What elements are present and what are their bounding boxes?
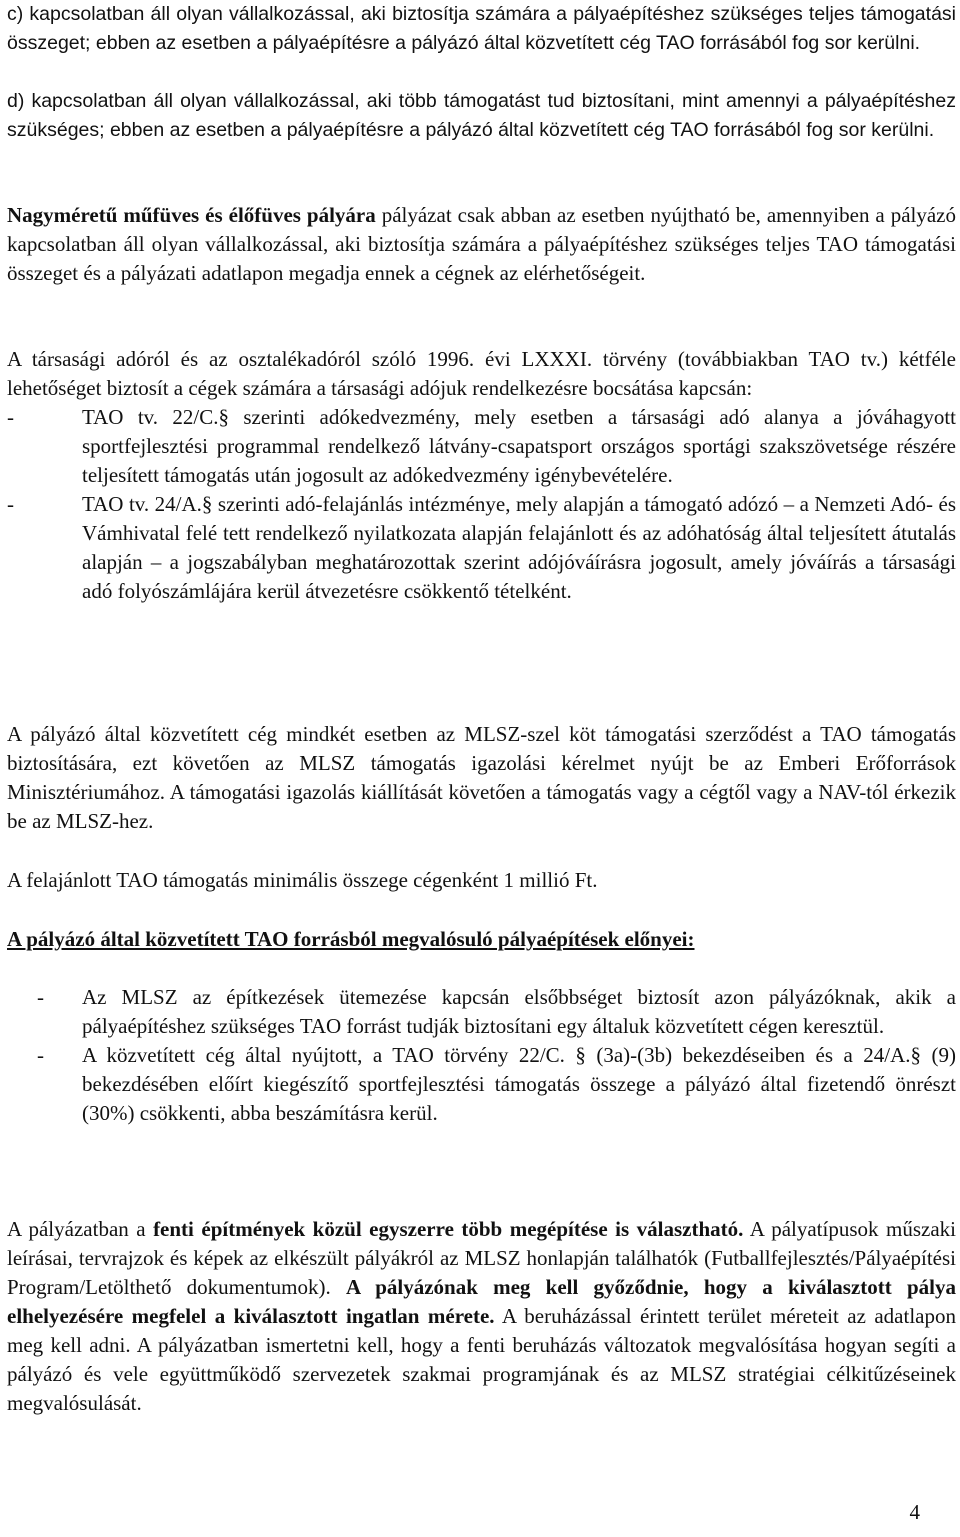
advantage-text: Az MLSZ az építkezések ütemezése kapcsán elsőbbséget biztosít azon pályázóknak, akik a pályaépítéshez szükséges TAO forrást tudják biztosítani egy általuk közvetített cégen keresztül.	[82, 985, 956, 1038]
choice-bold: A pályázónak meg kell győződnie, hogy a kiválasztott pálya elhelyezésére megfelel a kiválasztott ingatlan mérete.	[7, 1275, 956, 1328]
advantage-item	[7, 983, 956, 1041]
tao-law-item	[7, 490, 956, 606]
paragraph-contract	[7, 720, 956, 836]
advantages-list	[7, 983, 956, 1128]
advantages-heading: A pályázó által közvetített TAO forrásból megvalósuló pályaépítések előnyei:	[7, 927, 695, 951]
dash-bullet: -	[7, 405, 14, 429]
minimum-text: A felajánlott TAO támogatás minimális összege cégenként 1 millió Ft.	[7, 868, 598, 892]
clause-c-text: c) kapcsolatban áll olyan vállalkozással, aki biztosítja számára a pályaépítéshez szükséges teljes támogatási összeget; ebben az esetben a pályaépítésre a pályázó által közvetített cég TAO forrásából fog sor kerülni.	[7, 3, 956, 54]
choice-part: A pályázatban a	[7, 1217, 154, 1241]
tao-law-item-text: TAO tv. 24/A.§ szerinti adó-felajánlás intézménye, mely alapján a támogató adózó – a Nemzeti Adó- és Vámhivatal felé tett rendelkező nyilatkozata alapján felajánlott és az adóhatóság által teljesített átutalás alapján – a jogszabályban meghatározottak szerint adójóváírásra jogosult, amely jóváírás a társasági adó folyószámlájára kerül átvezetésre csökkentő tételként.	[82, 492, 956, 603]
advantage-text: A közvetített cég által nyújtott, a TAO törvény 22/C. § (3a)-(3b) bekezdéseiben és a 24/A.§ (9) bekezdésében előírt kiegészítő sportfejlesztési támogatás összege a pályázó által fizetendő önrészt (30%) csökkenti, abba beszámításra kerül.	[82, 1043, 956, 1125]
choice-part: A beruházással érintett terület méreteit az adatlapon meg kell adni. A pályázatban ismertetni kell, hogy a fenti beruházás változatok megvalósítása hogyan segíti a pályázó és vele együttműködő szervezetek szakmai programjának és az MLSZ stratégiai célkitűzéseinek megvalósulását.	[7, 1304, 956, 1415]
section-heading	[7, 925, 956, 954]
tao-law-item	[7, 403, 956, 490]
page-number: 4	[909, 1500, 920, 1524]
paragraph-minimum	[7, 866, 956, 895]
large-pitch-bold: Nagyméretű műfüves és élőfüves pályára	[7, 203, 376, 227]
paragraph-large-pitch	[7, 201, 956, 288]
dash-bullet: -	[37, 1043, 44, 1067]
dash-bullet: -	[7, 492, 14, 516]
paragraph-large-pitch-text	[7, 201, 956, 288]
large-pitch-rest: pályázat csak abban az esetben nyújtható be, amennyiben a pályázó kapcsolatban áll olyan vállalkozással, aki biztosítja számára a pályaépítéshez szükséges teljes TAO támogatási összeget és a pályázati adatlapon megadja ennek a cégnek az elérhetőségeit.	[7, 203, 956, 285]
choice-bold: fenti építmények közül egyszerre több megépítése is választható.	[153, 1217, 744, 1241]
contract-text: A pályázó által közvetített cég mindkét esetben az MLSZ-szel köt támogatási szerződést a TAO támogatás biztosítására, ezt követően az MLSZ támogatás igazolási kérelmet nyújt be az Emberi Erőforrások Minisztériumához. A támogatási igazolás kiállítását követően a támogatás vagy a cégtől vagy a NAV-tól érkezik be az MLSZ-hez.	[7, 722, 956, 833]
dash-bullet: -	[37, 985, 44, 1009]
clause-d	[7, 87, 956, 145]
tao-law-intro: A társasági adóról és az osztalékadóról szóló 1996. évi LXXXI. törvény (továbbiakban TAO tv.) kétféle lehetőséget biztosít a cégek számára a társasági adójuk rendelkezésre bocsátása kapcsán:	[7, 347, 956, 400]
paragraph-choice	[7, 1215, 956, 1418]
clause-c	[7, 0, 956, 58]
tao-law-item-text: TAO tv. 22/C.§ szerinti adókedvezmény, mely esetben a társasági adó alanya a jóváhagyott sportfejlesztési programmal rendelkező látvány-csapatsport országos sportági szakszövetsége részére teljesített támogatás után jogosult az adókedvezmény igénybevételére.	[82, 405, 956, 487]
choice-text	[7, 1215, 956, 1418]
paragraph-tao-law	[7, 345, 956, 606]
advantage-item	[7, 1041, 956, 1128]
clause-d-text: d) kapcsolatban áll olyan vállalkozással, aki több támogatást tud biztosítani, mint amennyi a pályaépítéshez szükséges; ebben az esetben a pályaépítésre a pályázó által közvetített cég TAO forrásából fog sor kerülni.	[7, 90, 956, 141]
choice-part: A pályatípusok műszaki leírásai, tervrajzok és képek az elkészült pályákról az MLSZ honlapján találhatók (Futballfejlesztés/Pályaépítési Program/Letölthető dokumentumok).	[7, 1217, 956, 1299]
